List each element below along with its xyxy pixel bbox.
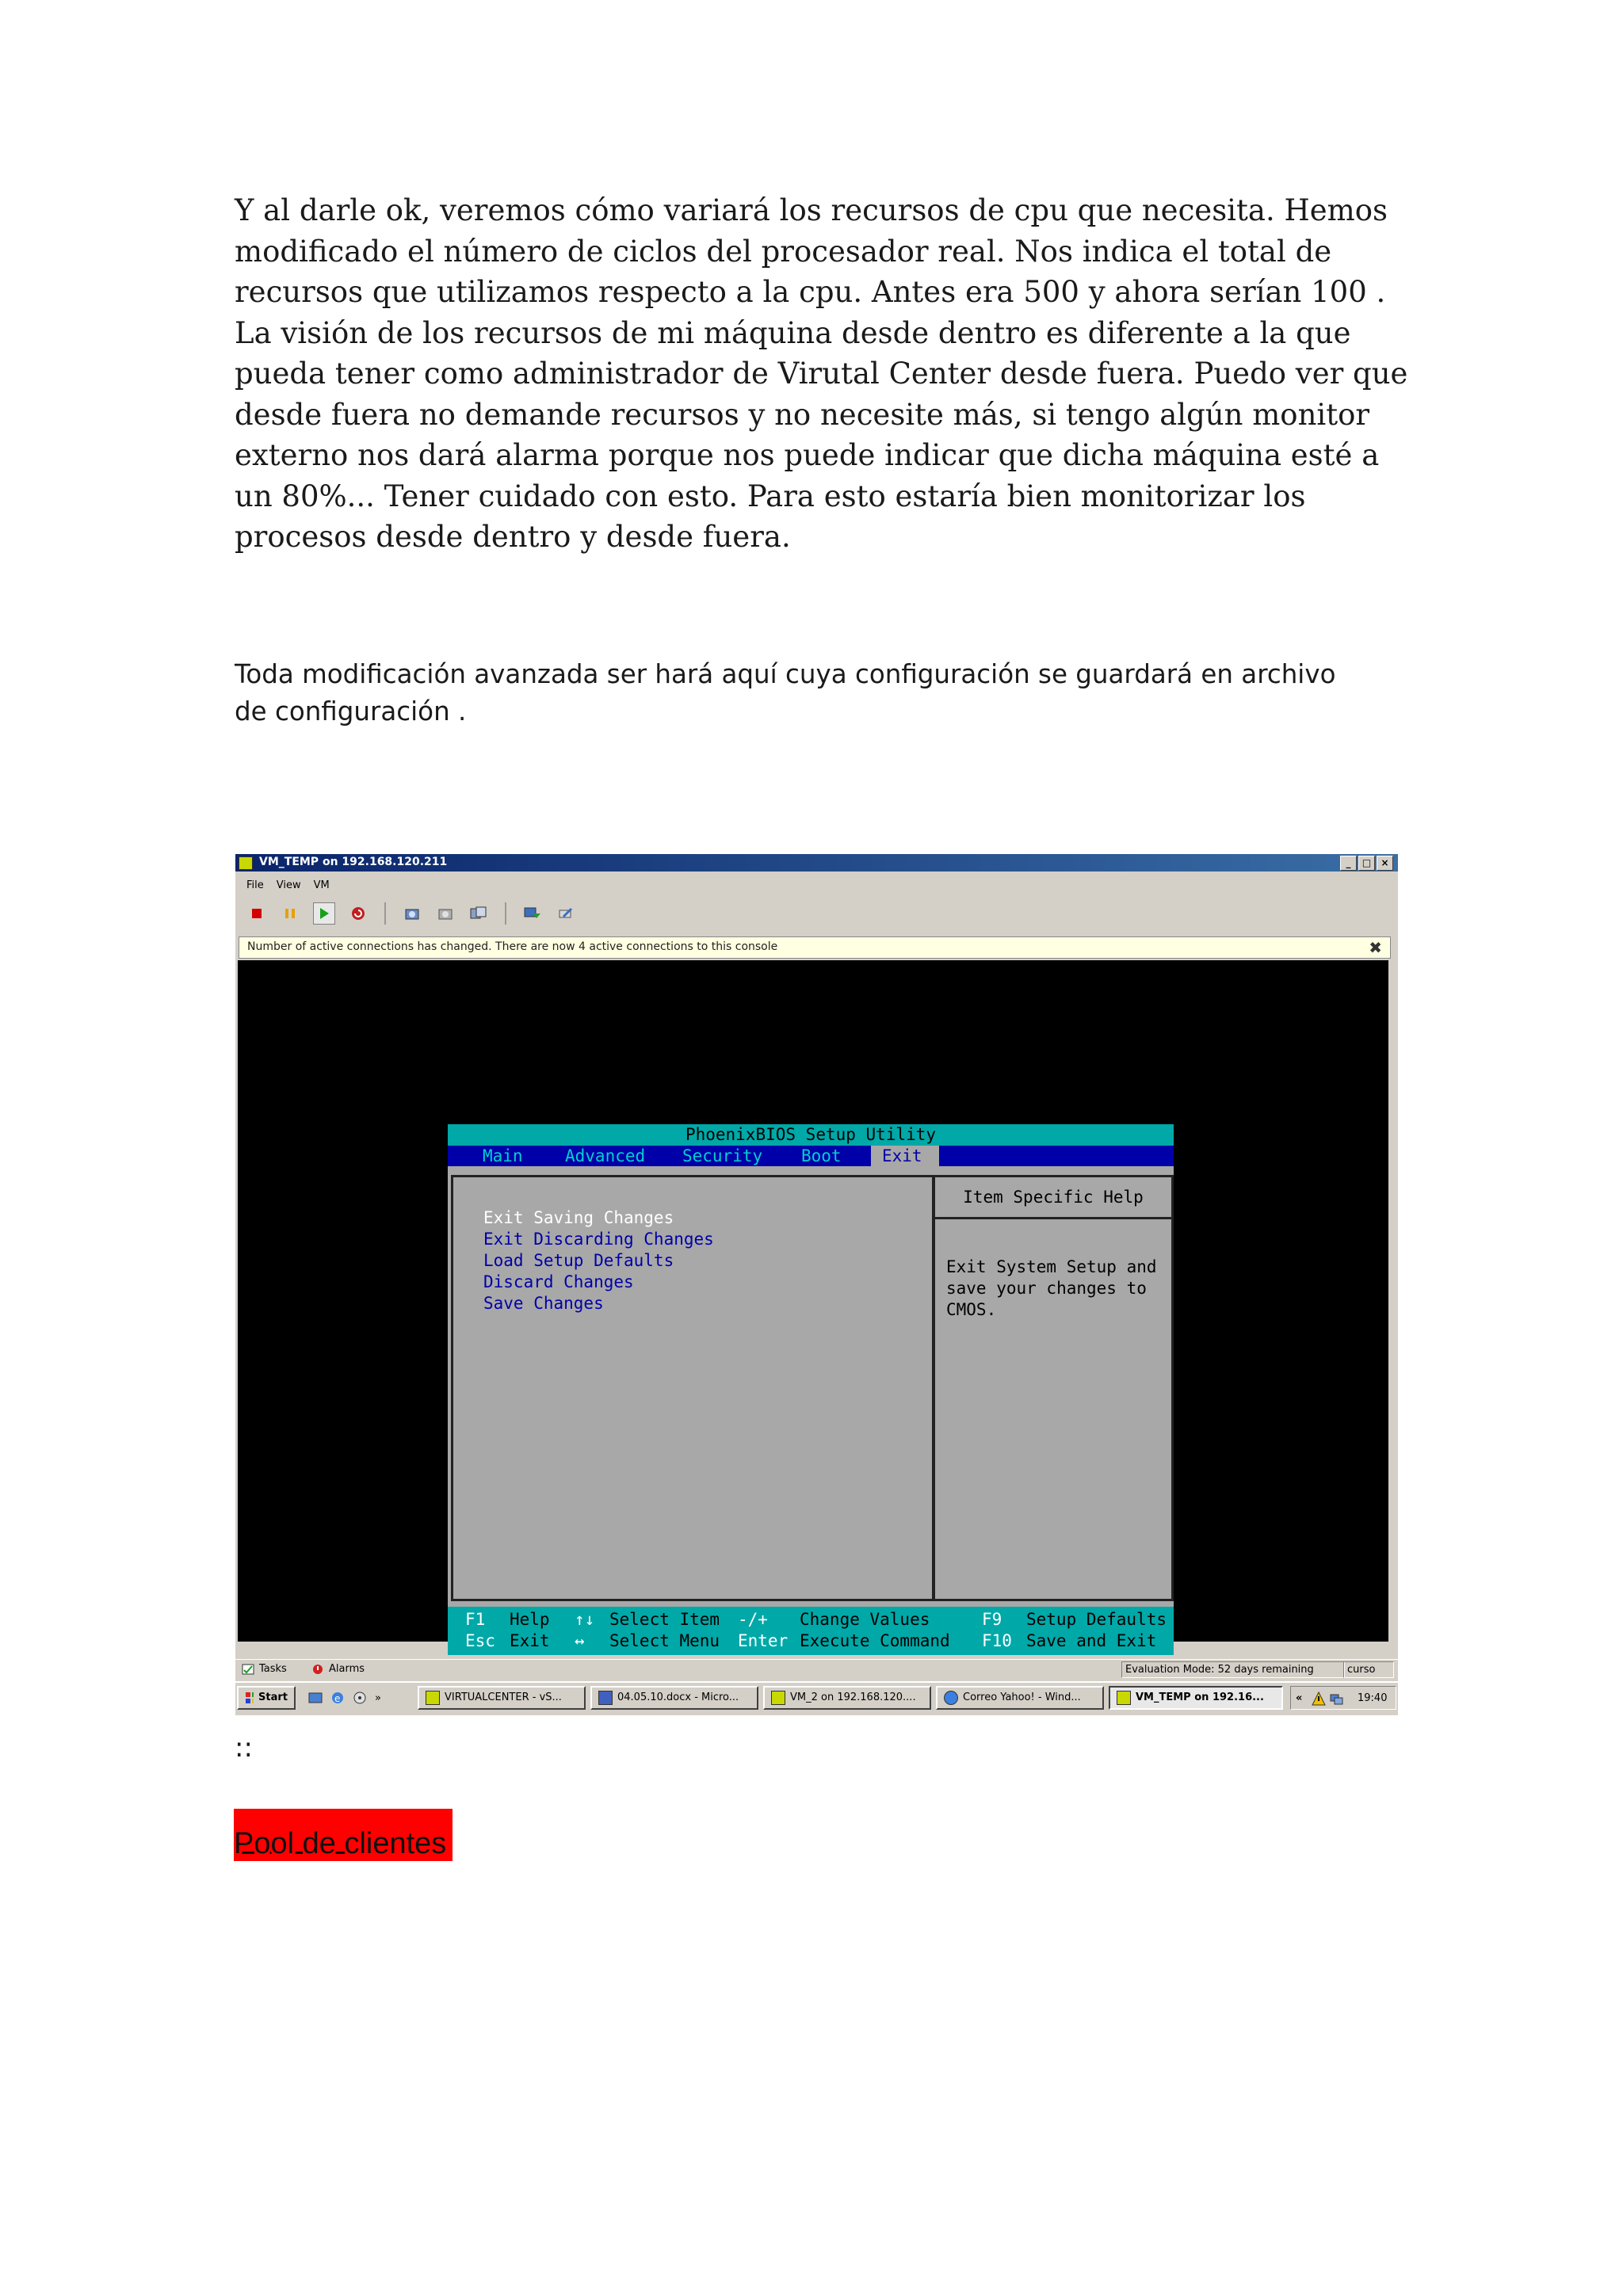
bios-tab-exit[interactable]: Exit [871, 1146, 939, 1166]
alarms-label: Alarms [329, 1663, 365, 1675]
key-label: Change Values [800, 1610, 930, 1629]
text-line: Toda modificación avanzada ser hará aquí cuya configuración se guardará en archivo [235, 659, 1336, 689]
user-status: curso [1343, 1661, 1394, 1678]
vm-console[interactable] [238, 960, 1388, 1650]
toolbar-separator [384, 902, 386, 925]
body-paragraph-1 [235, 190, 1423, 558]
key-arrows-horizontal: ↔ [575, 1631, 585, 1650]
link-label: Pool de clientes [234, 1827, 447, 1860]
taskbar-button-word[interactable] [590, 1686, 758, 1710]
bios-key-legend [448, 1607, 1174, 1655]
word-icon [598, 1691, 613, 1705]
warning-icon[interactable] [1312, 1691, 1326, 1706]
key-esc: Esc [465, 1631, 495, 1650]
network-icon[interactable] [1329, 1691, 1343, 1706]
help-line: CMOS. [946, 1300, 997, 1319]
maximize-button[interactable]: □ [1358, 856, 1375, 871]
key-label: Exit [510, 1631, 550, 1650]
menu-bar [246, 879, 330, 891]
caption-text: :: [235, 1732, 253, 1764]
bios-item-exit-saving[interactable]: Exit Saving Changes [483, 1208, 674, 1227]
window-titlebar[interactable] [235, 854, 1398, 871]
vm-icon [771, 1691, 785, 1705]
text-line: La visión de los recursos de mi máquina desde dentro es diferente a la que [235, 315, 1351, 350]
taskbar-button-yahoo[interactable] [936, 1686, 1104, 1710]
pool-de-clientes-link[interactable] [234, 1809, 453, 1861]
bios-tab-boot[interactable]: Boot [801, 1146, 842, 1165]
vm-console-screenshot [235, 854, 1398, 1715]
snapshot-icon[interactable] [402, 903, 422, 924]
key-arrows-vertical: ↑↓ [575, 1610, 595, 1629]
console-icon[interactable] [522, 903, 543, 924]
key-label: Help [510, 1610, 550, 1629]
internet-explorer-icon[interactable] [330, 1691, 345, 1705]
text-line: un 80%... Tener cuidado con esto. Para esto estaría bien monitorizar los [235, 479, 1306, 513]
menu-file[interactable]: File [246, 879, 264, 891]
manage-snapshots-icon[interactable] [468, 903, 489, 924]
bios-tab-bar [448, 1146, 1174, 1166]
bios-tab-security[interactable]: Security [682, 1146, 763, 1165]
key-label: Setup Defaults [1026, 1610, 1167, 1629]
key-f9: F9 [982, 1610, 1002, 1629]
vm-app-icon [239, 856, 253, 870]
evaluation-status: Evaluation Mode: 52 days remaining [1121, 1661, 1345, 1678]
text-line: modificado el número de ciclos del procesador real. Nos indica el total de [235, 234, 1332, 269]
tasks-icon [242, 1664, 254, 1675]
start-label: Start [258, 1691, 288, 1703]
key-f10: F10 [982, 1631, 1012, 1650]
bios-item-load-defaults[interactable]: Load Setup Defaults [483, 1251, 674, 1270]
media-icon[interactable] [353, 1691, 367, 1705]
alarms-button[interactable] [311, 1663, 365, 1675]
bios-tab-main[interactable]: Main [483, 1146, 523, 1165]
key-enter: Enter [738, 1631, 789, 1650]
windows-logo-icon [245, 1691, 254, 1704]
taskbar-button-vm2[interactable] [763, 1686, 931, 1710]
pause-icon[interactable] [280, 903, 300, 924]
alarm-icon [311, 1664, 324, 1675]
help-line: save your changes to [946, 1279, 1147, 1298]
tray-chevron-icon[interactable]: « [1296, 1692, 1303, 1704]
stop-icon[interactable] [246, 903, 267, 924]
connection-notification-bar [239, 936, 1391, 959]
revert-icon[interactable] [435, 903, 456, 924]
key-label: Select Item [609, 1610, 720, 1629]
help-header: Item Specific Help [935, 1177, 1171, 1219]
text-line: procesos desde dentro y desde fuera. [235, 520, 791, 554]
key-label: Select Menu [609, 1631, 720, 1650]
help-text [946, 1257, 1157, 1321]
taskbar-label: VM_TEMP on 192.16... [1136, 1691, 1264, 1703]
window-title: VM_TEMP on 192.168.120.211 [259, 856, 448, 868]
browser-icon [944, 1691, 958, 1705]
text-line: de configuración . [235, 696, 467, 727]
key-plus-minus: -/+ [738, 1610, 768, 1629]
body-paragraph-2 [235, 656, 1423, 730]
key-label: Execute Command [800, 1631, 950, 1650]
close-icon[interactable]: ✖ [1369, 938, 1382, 957]
settings-icon[interactable] [556, 903, 576, 924]
bios-tab-advanced[interactable]: Advanced [565, 1146, 646, 1165]
system-tray [1290, 1686, 1396, 1710]
text-line: Y al darle ok, veremos cómo variará los recursos de cpu que necesita. Hemos [235, 193, 1388, 227]
bios-menu-panel [451, 1175, 934, 1601]
taskbar-button-virtualcenter[interactable] [418, 1686, 586, 1710]
status-bar [235, 1659, 1398, 1679]
taskbar-label: VM_2 on 192.168.120.... [790, 1691, 916, 1703]
toolbar-separator [505, 902, 506, 925]
text-line: pueda tener como administrador de Virutal Center desde fuera. Puedo ver que [235, 357, 1408, 391]
windows-taskbar [235, 1681, 1398, 1715]
notification-text: Number of active connections has changed. There are now 4 active connections to this console [247, 940, 778, 953]
vm-icon [426, 1691, 440, 1705]
bios-item-discard-changes[interactable]: Discard Changes [483, 1272, 634, 1291]
text-line: externo nos dará alarma porque nos puede indicar que dicha máquina esté a [235, 438, 1380, 472]
key-f1: F1 [465, 1610, 486, 1629]
bios-setup-screen [448, 1124, 1174, 1655]
start-button[interactable] [237, 1686, 296, 1710]
toolbar [246, 900, 576, 927]
tasks-label: Tasks [259, 1663, 287, 1675]
text-line: recursos que utilizamos respecto a la cpu. Antes era 500 y ahora serían 100 . [235, 275, 1386, 309]
bios-item-exit-discarding[interactable]: Exit Discarding Changes [483, 1230, 714, 1249]
chevron-right-icon[interactable]: » [375, 1691, 381, 1704]
taskbar-label: Correo Yahoo! - Wind... [963, 1691, 1081, 1703]
bios-title: PhoenixBIOS Setup Utility [448, 1124, 1174, 1146]
show-desktop-icon[interactable] [308, 1691, 323, 1705]
taskbar-button-vm-temp[interactable] [1109, 1686, 1283, 1710]
menu-view[interactable]: View [276, 879, 301, 891]
bios-help-panel [933, 1175, 1174, 1601]
quick-launch [308, 1691, 381, 1705]
play-icon[interactable] [313, 902, 335, 925]
vm-icon [1117, 1691, 1131, 1705]
menu-vm[interactable]: VM [313, 879, 330, 891]
bios-item-save-changes[interactable]: Save Changes [483, 1294, 604, 1313]
help-line: Exit System Setup and [946, 1257, 1157, 1276]
taskbar-label: 04.05.10.docx - Micro... [617, 1691, 739, 1703]
key-label: Save and Exit [1026, 1631, 1157, 1650]
reset-icon[interactable] [348, 903, 369, 924]
minimize-button[interactable]: _ [1340, 856, 1357, 871]
close-button[interactable]: × [1377, 856, 1393, 871]
text-line: desde fuera no demande recursos y no necesite más, si tengo algún monitor [235, 397, 1370, 432]
taskbar-label: VIRTUALCENTER - vS... [445, 1691, 562, 1703]
tasks-button[interactable] [242, 1663, 287, 1675]
clock: 19:40 [1358, 1692, 1388, 1704]
svg-text:e: e [334, 1693, 341, 1704]
